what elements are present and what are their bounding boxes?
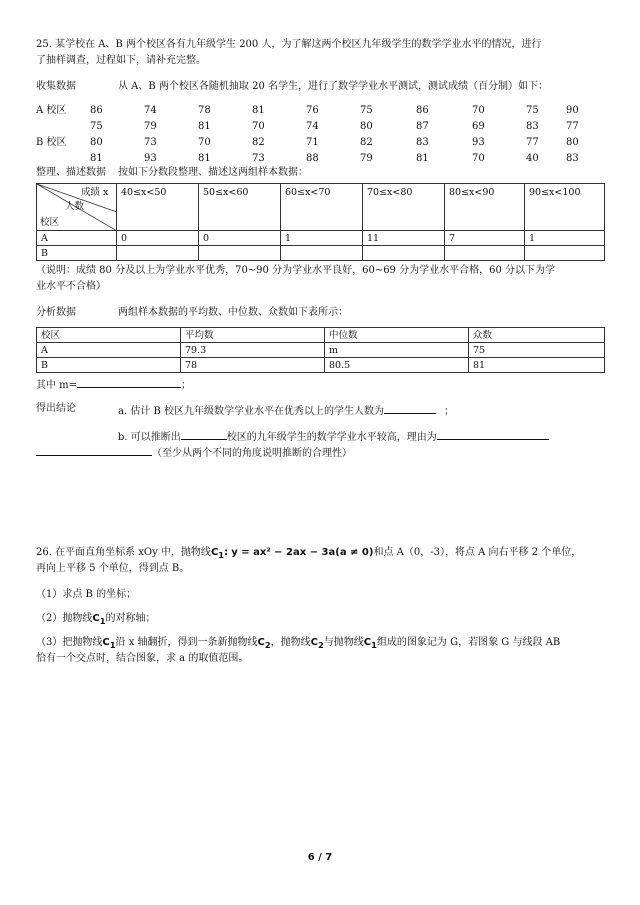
row-label: B: [37, 246, 117, 261]
organize-text: 按如下分数段整理、描述这两组样本数据：: [118, 167, 308, 178]
count-cell: 0: [117, 231, 199, 246]
score-value: 75: [360, 105, 373, 116]
page-number: 6 / 7: [307, 852, 333, 863]
analyze-text: 两组样本数据的平均数、中位数、众数如下表所示：: [118, 307, 348, 318]
count-cell-blank[interactable]: [363, 246, 445, 261]
q26-text: （3）把抛物线: [36, 637, 103, 648]
score-value: 76: [306, 105, 319, 116]
score-value: 88: [306, 153, 319, 164]
stats-header: 平均数: [181, 328, 325, 343]
score-value: 79: [144, 121, 157, 132]
curve-subscript: 2: [318, 640, 324, 650]
table-row: [37, 231, 605, 246]
campus-blank[interactable]: [181, 428, 227, 440]
q26-text: 26. 在平面直角坐标系 xOy 中，抛物线: [36, 547, 211, 558]
score-value: 70: [198, 137, 211, 148]
score-value: 86: [90, 105, 103, 116]
score-value: 73: [144, 137, 157, 148]
range-header: 70≤x<80: [363, 184, 445, 231]
score-value: 75: [526, 105, 539, 116]
q26-text: 和点 A（0，-3），将点 A 向右平移 2 个单位，: [373, 547, 582, 558]
conclusion-a-end: ；: [444, 406, 455, 417]
score-value: 70: [252, 121, 265, 132]
curve-letter: C: [210, 547, 219, 558]
stats-header: 校区: [37, 328, 181, 343]
score-value: 74: [306, 121, 319, 132]
q26-text: 的对称轴；: [105, 613, 156, 624]
q26-part2: [36, 612, 156, 628]
score-value: 83: [526, 121, 539, 132]
curve-letter: C: [257, 637, 265, 648]
score-value: 82: [252, 137, 265, 148]
score-value: 83: [416, 137, 429, 148]
q26-text: ，抛物线: [270, 637, 311, 648]
reason-blank-2[interactable]: [36, 444, 152, 456]
count-cell-blank[interactable]: [525, 246, 605, 261]
count-cell: 11: [363, 231, 445, 246]
curve-c1: [102, 637, 115, 648]
conclusion-b: [118, 428, 549, 445]
count-cell: 0: [199, 231, 281, 246]
q26-part3: [36, 636, 560, 652]
row-label: A: [37, 231, 117, 246]
curve-letter: C: [310, 637, 318, 648]
score-value: 81: [198, 153, 211, 164]
score-value: 93: [472, 137, 485, 148]
header-campus: 校区: [40, 217, 60, 228]
reason-blank-1[interactable]: [437, 428, 549, 440]
count-cell-blank[interactable]: [281, 246, 363, 261]
note-line1: （说明：成绩 80 分及以上为学业水平优秀，70~90 分为学业水平良好，60~69 分为学业水平合格，60 分以下为学: [36, 265, 555, 276]
table-row: [37, 358, 605, 373]
organize-label: 整理、描述数据: [36, 167, 106, 178]
q25-line2: 了抽样调查，过程如下，请补充完整。: [36, 55, 206, 66]
curve-subscript: 1: [371, 640, 377, 650]
score-value: 74: [144, 105, 157, 116]
parabola-equation: y = ax² − 2ax − 3a(a ≠ 0): [231, 547, 374, 558]
table-row: [37, 246, 605, 261]
curve-subscript: 2: [264, 640, 271, 650]
conclusion-b-line2: [36, 444, 352, 461]
curve-subscript: 1: [109, 640, 116, 650]
score-value: 87: [416, 121, 429, 132]
count-cell: 7: [445, 231, 525, 246]
conclusion-b-text2: 校区的九年级学生的数学学业水平较高，理由为: [226, 432, 437, 443]
score-value: 81: [90, 153, 103, 164]
curve-c1: $C_1$:: [210, 547, 229, 560]
score-value: 93: [144, 153, 157, 164]
stats-cell: 80.5: [325, 358, 469, 373]
diagonal-header-cell: [37, 184, 117, 231]
stats-table: [36, 327, 605, 373]
q26-part3-line2: 恰有一个交点时，结合图象，求 a 的取值范围。: [36, 653, 249, 664]
m-label: 其中 m=: [36, 380, 78, 391]
q25-line1: 25. 某学校在 A、B 两个校区各有九年级学生 200 人，为了解这两个校区九年级学生的数学学业水平的情况，进行: [36, 39, 542, 50]
q26-text: （2）抛物线: [36, 613, 93, 624]
score-value: 69: [472, 121, 485, 132]
conclusion-b-text1: b. 可以推断出: [118, 432, 181, 443]
score-value: 78: [198, 105, 211, 116]
stats-cell: m: [325, 343, 469, 358]
frequency-table: [36, 183, 605, 261]
count-cell: 1: [525, 231, 605, 246]
q26-part1: （1）求点 B 的坐标；: [36, 589, 137, 600]
conclusion-label: 得出结论: [36, 403, 76, 414]
curve-letter: C: [363, 637, 372, 648]
conclusion-a-text: a. 估计 B 校区九年级数学学业水平在优秀以上的学生人数为: [118, 406, 385, 417]
score-value: 75: [90, 121, 103, 132]
q26-line1: [36, 546, 581, 562]
b-campus-label: B 校区: [36, 137, 67, 148]
stats-cell: 78: [181, 358, 325, 373]
conclusion-b-text3: （至少从两个不同的角度说明推断的合理性）: [152, 448, 352, 459]
score-value: 82: [360, 137, 373, 148]
stats-cell: 79.3: [181, 343, 325, 358]
header-score: 成绩 x: [81, 187, 109, 198]
stats-cell: A: [37, 343, 181, 358]
score-value: 81: [416, 153, 429, 164]
table-row: [37, 343, 605, 358]
note-line2: 业水平不合格）: [36, 281, 106, 292]
analyze-label: 分析数据: [36, 307, 76, 318]
range-header: 40≤x<50: [117, 184, 199, 231]
range-header: 60≤x<70: [281, 184, 363, 231]
stats-cell: 75: [469, 343, 605, 358]
curve-subscript: 1: [218, 550, 225, 560]
score-value: 70: [472, 105, 485, 116]
m-end: ；: [181, 380, 192, 391]
range-header: 80≤x<90: [445, 184, 525, 231]
conclusion-a: [118, 402, 454, 419]
curve-letter: C: [102, 637, 110, 648]
range-header: 90≤x<100: [525, 184, 605, 231]
stats-cell: B: [37, 358, 181, 373]
count-cell: 1: [281, 231, 363, 246]
score-value: 81: [198, 121, 211, 132]
conclusion-a-blank[interactable]: [384, 402, 436, 414]
q26-text: 组成的图象记为 G，若图象 G 与线段 AB: [376, 637, 561, 648]
curve-c1: [92, 613, 105, 624]
score-value: 71: [306, 137, 319, 148]
count-cell-blank[interactable]: [199, 246, 281, 261]
collect-text: 从 A、B 两个校区各随机抽取 20 名学生，进行了数学学业水平测试，测试成绩（百分制）如下：: [118, 81, 549, 92]
score-value: 80: [360, 121, 373, 132]
stats-header: 众数: [469, 328, 605, 343]
q26-text: 与抛物线: [323, 637, 364, 648]
range-header: 50≤x<60: [199, 184, 281, 231]
header-count: 人数: [65, 201, 85, 212]
score-value: 40: [526, 153, 539, 164]
score-value: 90: [566, 105, 579, 116]
score-value: 86: [416, 105, 429, 116]
count-cell-blank[interactable]: [445, 246, 525, 261]
m-blank[interactable]: [77, 376, 181, 388]
stats-header: 中位数: [325, 328, 469, 343]
score-value: 79: [360, 153, 373, 164]
curve-letter: C: [92, 613, 100, 624]
curve-c2: [311, 637, 324, 648]
q26-line2: 再向上平移 5 个单位，得到点 B。: [36, 563, 190, 574]
count-cell-blank[interactable]: [117, 246, 199, 261]
score-value: 77: [566, 121, 579, 132]
curve-c2: [258, 637, 271, 648]
a-campus-label: A 校区: [36, 105, 67, 116]
stats-cell: 81: [469, 358, 605, 373]
score-value: 80: [90, 137, 103, 148]
q26-text: 沿 x 轴翻折，得到一条新抛物线: [115, 637, 258, 648]
score-value: 70: [472, 153, 485, 164]
curve-c1: [364, 637, 377, 648]
curve-subscript: 1: [99, 616, 106, 626]
m-line: [36, 376, 191, 393]
score-value: 83: [566, 153, 579, 164]
score-value: 77: [526, 137, 539, 148]
collect-label: 收集数据: [36, 81, 76, 92]
score-value: 81: [252, 105, 265, 116]
score-value: 80: [566, 137, 579, 148]
score-value: 73: [252, 153, 265, 164]
